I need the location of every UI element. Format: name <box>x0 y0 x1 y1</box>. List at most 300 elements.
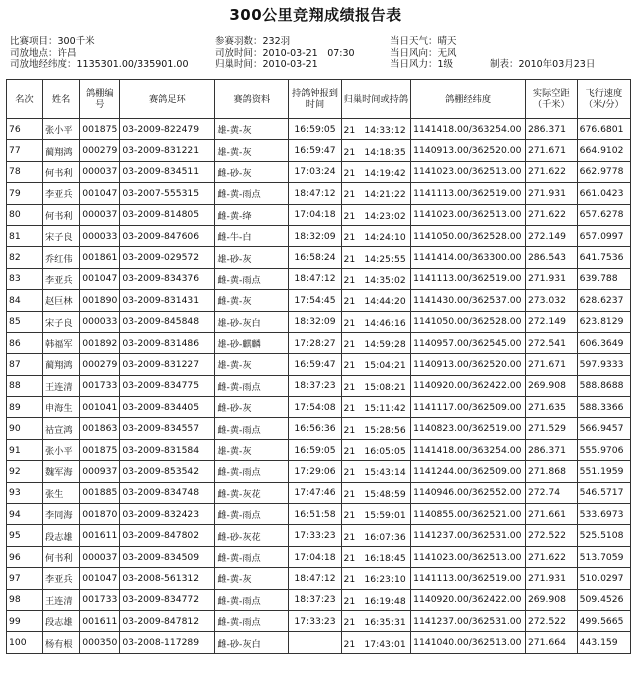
ring-cell: 03-2008-561312 <box>120 568 215 589</box>
speed-cell: 510.0297 <box>577 568 630 589</box>
name-cell: 李亚兵 <box>42 568 79 589</box>
name-cell: 赵巨林 <box>42 290 79 311</box>
speed-cell: 623.8129 <box>577 311 630 332</box>
table-row <box>7 225 631 246</box>
bird-info-cell: 雌-黄-雨点 <box>215 183 289 204</box>
loft-id-cell: 001041 <box>80 397 120 418</box>
loft-id-cell: 000937 <box>80 461 120 482</box>
clock-time-cell: 17:29:06 <box>289 461 341 482</box>
ring-cell: 03-2009-831486 <box>120 332 215 353</box>
clock-time-cell: 16:56:36 <box>289 418 341 439</box>
meta-column-2 <box>215 36 355 71</box>
coordinates-cell: 1141050.00/362528.00 <box>411 311 526 332</box>
rank-cell: 85 <box>7 311 43 332</box>
rank-cell: 93 <box>7 482 43 503</box>
ring-cell: 03-2009-847812 <box>120 610 215 631</box>
name-cell: 韩福军 <box>42 332 79 353</box>
clock-time-cell: 16:58:24 <box>289 247 341 268</box>
arrival-time-cell: 21 15:48:59 <box>341 482 411 503</box>
loft-id-cell: 000279 <box>80 354 120 375</box>
header-distance: 实际空距（千米） <box>525 80 577 119</box>
distance-cell: 271.622 <box>525 204 577 225</box>
ring-cell: 03-2009-831584 <box>120 439 215 460</box>
ring-cell: 03-2007-555315 <box>120 183 215 204</box>
loft-id-cell: 001047 <box>80 568 120 589</box>
name-cell: 李同海 <box>42 504 79 525</box>
loft-id-cell: 001861 <box>80 247 120 268</box>
release-location: 司放地点：许昌 <box>10 47 77 59</box>
header-loft-coordinates: 鸽棚经纬度 <box>411 80 526 119</box>
rank-cell: 96 <box>7 546 43 567</box>
speed-cell: 597.9333 <box>577 354 630 375</box>
name-cell: 杨有根 <box>42 632 79 653</box>
meta-column-1 <box>10 36 189 71</box>
rank-cell: 87 <box>7 354 43 375</box>
speed-cell: 657.6278 <box>577 204 630 225</box>
rank-cell: 82 <box>7 247 43 268</box>
arrival-time-cell: 21 14:33:12 <box>341 119 411 140</box>
clock-time-cell: 17:47:46 <box>289 482 341 503</box>
name-cell: 段志雄 <box>42 610 79 631</box>
clock-time-cell: 17:04:18 <box>289 204 341 225</box>
ring-cell: 03-2009-834557 <box>120 418 215 439</box>
ring-cell: 03-2009-822479 <box>120 119 215 140</box>
arrival-time-cell: 21 16:18:45 <box>341 546 411 567</box>
loft-id-cell: 000037 <box>80 546 120 567</box>
clock-time-cell: 17:03:24 <box>289 161 341 182</box>
ring-cell: 03-2008-117289 <box>120 632 215 653</box>
bird-info-cell: 雄-砂-灰白 <box>215 311 289 332</box>
rank-cell: 78 <box>7 161 43 182</box>
table-row <box>7 247 631 268</box>
rank-cell: 95 <box>7 525 43 546</box>
race-item: 比赛项目：300千米 <box>10 36 95 47</box>
bird-info-cell: 雄-黄-灰 <box>215 439 289 460</box>
table-row <box>7 418 631 439</box>
clock-time-cell: 18:47:12 <box>289 183 341 204</box>
distance-cell: 271.664 <box>525 632 577 653</box>
coordinates-cell: 1141023.00/362513.00 <box>411 546 526 567</box>
table-row <box>7 439 631 460</box>
distance-cell: 273.032 <box>525 290 577 311</box>
name-cell: 王连清 <box>42 589 79 610</box>
rank-cell: 92 <box>7 461 43 482</box>
wind-force: 当日风力：1级 <box>390 59 454 70</box>
speed-cell: 664.9102 <box>577 140 630 161</box>
bird-info-cell: 雌-黄-灰 <box>215 568 289 589</box>
bird-info-cell: 雌-黄-雨点 <box>215 418 289 439</box>
wind-direction: 当日风向：无风 <box>390 47 457 59</box>
distance-cell: 272.541 <box>525 332 577 353</box>
rank-cell: 79 <box>7 183 43 204</box>
distance-cell: 272.522 <box>525 610 577 631</box>
loft-id-cell: 000037 <box>80 161 120 182</box>
bird-info-cell: 雌-砂-灰 <box>215 397 289 418</box>
name-cell: 李亚兵 <box>42 268 79 289</box>
table-row <box>7 290 631 311</box>
ring-cell: 03-2009-834775 <box>120 375 215 396</box>
speed-cell: 525.5108 <box>577 525 630 546</box>
distance-cell: 271.529 <box>525 418 577 439</box>
ring-cell: 03-2009-845848 <box>120 311 215 332</box>
speed-cell: 641.7536 <box>577 247 630 268</box>
results-table <box>6 79 631 654</box>
ring-cell: 03-2009-834376 <box>120 268 215 289</box>
clock-time-cell: 18:47:12 <box>289 568 341 589</box>
release-coordinates: 司放地经纬度：1135301.00/335901.00 <box>10 59 189 70</box>
rank-cell: 84 <box>7 290 43 311</box>
distance-cell: 271.661 <box>525 504 577 525</box>
bird-info-cell: 雄-黄-灰 <box>215 140 289 161</box>
name-cell: 蔺翔鸿 <box>42 354 79 375</box>
table-row <box>7 204 631 225</box>
coordinates-cell: 1141023.00/362513.00 <box>411 204 526 225</box>
clock-time-cell: 17:28:27 <box>289 332 341 353</box>
table-row <box>7 161 631 182</box>
speed-cell: 606.3649 <box>577 332 630 353</box>
loft-id-cell: 001890 <box>80 290 120 311</box>
arrival-time-cell: 21 15:08:21 <box>341 375 411 396</box>
speed-cell: 588.8688 <box>577 375 630 396</box>
coordinates-cell: 1141113.00/362519.00 <box>411 268 526 289</box>
distance-cell: 286.543 <box>525 247 577 268</box>
coordinates-cell: 1140920.00/362422.00 <box>411 589 526 610</box>
ring-cell: 03-2009-831431 <box>120 290 215 311</box>
speed-cell: 661.0423 <box>577 183 630 204</box>
coordinates-cell: 1141113.00/362519.00 <box>411 568 526 589</box>
table-row <box>7 375 631 396</box>
clock-time-cell: 18:47:12 <box>289 268 341 289</box>
clock-time-cell <box>289 632 341 653</box>
loft-id-cell: 001885 <box>80 482 120 503</box>
loft-id-cell: 001611 <box>80 610 120 631</box>
table-row <box>7 589 631 610</box>
ring-cell: 03-2009-832423 <box>120 504 215 525</box>
coordinates-cell: 1140957.00/362545.00 <box>411 332 526 353</box>
rank-cell: 76 <box>7 119 43 140</box>
speed-cell: 443.159 <box>577 632 630 653</box>
rank-cell: 94 <box>7 504 43 525</box>
arrival-time-cell: 21 14:21:22 <box>341 183 411 204</box>
loft-id-cell: 001611 <box>80 525 120 546</box>
clock-time-cell: 17:54:45 <box>289 290 341 311</box>
table-row <box>7 183 631 204</box>
bird-info-cell: 雌-黄-雨点 <box>215 589 289 610</box>
ring-cell: 03-2009-834511 <box>120 161 215 182</box>
table-row <box>7 140 631 161</box>
release-time: 司放时间：2010-03-21 07:30 <box>215 47 355 59</box>
clock-time-cell: 18:37:23 <box>289 375 341 396</box>
table-row <box>7 332 631 353</box>
header-rank: 名次 <box>7 80 43 119</box>
ring-cell: 03-2009-834772 <box>120 589 215 610</box>
coordinates-cell: 1141040.00/362513.00 <box>411 632 526 653</box>
table-row <box>7 546 631 567</box>
bird-info-cell: 雌-黄-雨点 <box>215 504 289 525</box>
speed-cell: 513.7059 <box>577 546 630 567</box>
speed-cell: 555.9706 <box>577 439 630 460</box>
rank-cell: 80 <box>7 204 43 225</box>
name-cell: 宋子良 <box>42 311 79 332</box>
ring-cell: 03-2009-834509 <box>120 546 215 567</box>
bird-info-cell: 雄-砂-灰 <box>215 247 289 268</box>
loft-id-cell: 001875 <box>80 119 120 140</box>
coordinates-cell: 1141430.00/362537.00 <box>411 290 526 311</box>
arrival-time-cell: 21 14:19:42 <box>341 161 411 182</box>
ring-cell: 03-2009-853542 <box>120 461 215 482</box>
weather: 当日天气：晴天 <box>390 36 457 47</box>
meta-column-3 <box>390 36 457 71</box>
clock-time-cell: 16:51:58 <box>289 504 341 525</box>
table-row <box>7 632 631 653</box>
report-title: 300公里竞翔成绩报告表 <box>229 6 402 24</box>
name-cell: 李亚兵 <box>42 183 79 204</box>
coordinates-cell: 1140920.00/362422.00 <box>411 375 526 396</box>
coordinates-cell: 1140913.00/362520.00 <box>411 140 526 161</box>
distance-cell: 271.931 <box>525 268 577 289</box>
coordinates-cell: 1141023.00/362513.00 <box>411 161 526 182</box>
coordinates-cell: 1140913.00/362520.00 <box>411 354 526 375</box>
distance-cell: 271.635 <box>525 397 577 418</box>
rank-cell: 97 <box>7 568 43 589</box>
table-row <box>7 461 631 482</box>
clock-time-cell: 16:59:05 <box>289 439 341 460</box>
rank-cell: 100 <box>7 632 43 653</box>
speed-cell: 533.6973 <box>577 504 630 525</box>
arrival-time-cell: 21 14:44:20 <box>341 290 411 311</box>
name-cell: 何书利 <box>42 161 79 182</box>
ring-cell: 03-2009-847802 <box>120 525 215 546</box>
bird-info-cell: 雌-牛-白 <box>215 225 289 246</box>
rank-cell: 91 <box>7 439 43 460</box>
rank-cell: 83 <box>7 268 43 289</box>
header-speed: 飞行速度（米/分） <box>577 80 630 119</box>
bird-info-cell: 雄-黄-灰 <box>215 354 289 375</box>
distance-cell: 286.371 <box>525 119 577 140</box>
name-cell: 祜宣鸿 <box>42 418 79 439</box>
distance-cell: 272.74 <box>525 482 577 503</box>
coordinates-cell: 1140855.00/362521.00 <box>411 504 526 525</box>
distance-cell: 272.522 <box>525 525 577 546</box>
table-row <box>7 311 631 332</box>
name-cell: 蔺翔鸿 <box>42 140 79 161</box>
entry-count: 参赛羽数：232羽 <box>215 36 291 47</box>
bird-info-cell: 雌-黄-绛 <box>215 204 289 225</box>
arrival-time-cell: 21 14:35:02 <box>341 268 411 289</box>
table-row <box>7 397 631 418</box>
table-row <box>7 268 631 289</box>
loft-id-cell: 000279 <box>80 140 120 161</box>
speed-cell: 676.6801 <box>577 119 630 140</box>
rank-cell: 90 <box>7 418 43 439</box>
clock-time-cell: 16:59:47 <box>289 354 341 375</box>
clock-time-cell: 16:59:05 <box>289 119 341 140</box>
bird-info-cell: 雌-黄-灰花 <box>215 482 289 503</box>
bird-info-cell: 雌-砂-灰 <box>215 161 289 182</box>
speed-cell: 639.788 <box>577 268 630 289</box>
clock-time-cell: 18:37:23 <box>289 589 341 610</box>
loft-id-cell: 001047 <box>80 183 120 204</box>
clock-time-cell: 18:32:09 <box>289 225 341 246</box>
prepared-date: 制表：2010年03月23日 <box>490 59 596 70</box>
speed-cell: 509.4526 <box>577 589 630 610</box>
distance-cell: 271.671 <box>525 140 577 161</box>
distance-cell: 269.908 <box>525 589 577 610</box>
clock-time-cell: 17:33:23 <box>289 610 341 631</box>
table-row <box>7 525 631 546</box>
arrival-time-cell: 21 16:19:48 <box>341 589 411 610</box>
coordinates-cell: 1140946.00/362552.00 <box>411 482 526 503</box>
arrival-time-cell: 21 14:25:55 <box>341 247 411 268</box>
distance-cell: 271.622 <box>525 546 577 567</box>
loft-id-cell: 001733 <box>80 589 120 610</box>
clock-time-cell: 18:32:09 <box>289 311 341 332</box>
arrival-time-cell: 21 15:04:21 <box>341 354 411 375</box>
distance-cell: 271.931 <box>525 568 577 589</box>
table-row <box>7 610 631 631</box>
arrival-time-cell: 21 15:28:56 <box>341 418 411 439</box>
bird-info-cell: 雄-砂-麒麟 <box>215 332 289 353</box>
table-row <box>7 504 631 525</box>
clock-time-cell: 17:54:08 <box>289 397 341 418</box>
loft-id-cell: 001047 <box>80 268 120 289</box>
name-cell: 申海生 <box>42 397 79 418</box>
header-bird-info: 赛鸽资料 <box>215 80 289 119</box>
clock-time-cell: 17:04:18 <box>289 546 341 567</box>
speed-cell: 657.0997 <box>577 225 630 246</box>
arrival-time-cell: 21 14:59:28 <box>341 332 411 353</box>
distance-cell: 272.149 <box>525 225 577 246</box>
speed-cell: 628.6237 <box>577 290 630 311</box>
name-cell: 张小平 <box>42 119 79 140</box>
speed-cell: 546.5717 <box>577 482 630 503</box>
distance-cell: 271.622 <box>525 161 577 182</box>
speed-cell: 566.9457 <box>577 418 630 439</box>
coordinates-cell: 1141237.00/362531.00 <box>411 525 526 546</box>
name-cell: 段志雄 <box>42 525 79 546</box>
coordinates-cell: 1141050.00/362528.00 <box>411 225 526 246</box>
arrival-time-cell: 21 16:07:36 <box>341 525 411 546</box>
ring-cell: 03-2009-831221 <box>120 140 215 161</box>
ring-cell: 03-2009-834405 <box>120 397 215 418</box>
speed-cell: 588.3366 <box>577 397 630 418</box>
distance-cell: 271.868 <box>525 461 577 482</box>
arrival-time-cell: 21 16:23:10 <box>341 568 411 589</box>
arrival-time-cell: 21 17:43:01 <box>341 632 411 653</box>
name-cell: 何书利 <box>42 546 79 567</box>
clock-time-cell: 16:59:47 <box>289 140 341 161</box>
coordinates-cell: 1141244.00/362509.00 <box>411 461 526 482</box>
arrival-time-cell: 21 16:35:31 <box>341 610 411 631</box>
table-row <box>7 119 631 140</box>
arrival-time-cell: 21 15:11:42 <box>341 397 411 418</box>
loft-id-cell: 000350 <box>80 632 120 653</box>
rank-cell: 86 <box>7 332 43 353</box>
name-cell: 何书利 <box>42 204 79 225</box>
header-name: 姓名 <box>42 80 79 119</box>
loft-id-cell: 000033 <box>80 311 120 332</box>
header-arrival-time: 归巢时间或持鸽 <box>341 80 411 119</box>
bird-info-cell: 雌-砂-灰花 <box>215 525 289 546</box>
loft-id-cell: 000033 <box>80 225 120 246</box>
rank-cell: 81 <box>7 225 43 246</box>
name-cell: 张生 <box>42 482 79 503</box>
name-cell: 魏军海 <box>42 461 79 482</box>
loft-id-cell: 001870 <box>80 504 120 525</box>
table-header-row <box>7 80 631 119</box>
coordinates-cell: 1141237.00/362531.00 <box>411 610 526 631</box>
coordinates-cell: 1141117.00/362509.00 <box>411 397 526 418</box>
ring-cell: 03-2009-831227 <box>120 354 215 375</box>
ring-cell: 03-2009-834748 <box>120 482 215 503</box>
return-time: 归巢时间：2010-03-21 <box>215 59 318 70</box>
arrival-time-cell: 21 14:46:16 <box>341 311 411 332</box>
rank-cell: 89 <box>7 397 43 418</box>
bird-info-cell: 雄-黄-灰 <box>215 119 289 140</box>
loft-id-cell: 001892 <box>80 332 120 353</box>
name-cell: 张小平 <box>42 439 79 460</box>
speed-cell: 551.1959 <box>577 461 630 482</box>
loft-id-cell: 001863 <box>80 418 120 439</box>
distance-cell: 286.371 <box>525 439 577 460</box>
coordinates-cell: 1140823.00/362519.00 <box>411 418 526 439</box>
bird-info-cell: 雌-黄-雨点 <box>215 546 289 567</box>
rank-cell: 98 <box>7 589 43 610</box>
name-cell: 乔红伟 <box>42 247 79 268</box>
coordinates-cell: 1141414.00/363300.00 <box>411 247 526 268</box>
speed-cell: 662.9778 <box>577 161 630 182</box>
clock-time-cell: 17:33:23 <box>289 525 341 546</box>
distance-cell: 272.149 <box>525 311 577 332</box>
arrival-time-cell: 21 14:24:10 <box>341 225 411 246</box>
name-cell: 王连清 <box>42 375 79 396</box>
coordinates-cell: 1141418.00/363254.00 <box>411 119 526 140</box>
rank-cell: 99 <box>7 610 43 631</box>
arrival-time-cell: 21 14:18:35 <box>341 140 411 161</box>
bird-info-cell: 雌-黄-灰 <box>215 290 289 311</box>
header-ring: 赛鸽足环 <box>120 80 215 119</box>
header-loft-id: 鸽棚编号 <box>80 80 120 119</box>
table-row <box>7 354 631 375</box>
bird-info-cell: 雌-黄-雨点 <box>215 610 289 631</box>
header-clock-time: 持鸽钟报到时间 <box>289 80 341 119</box>
bird-info-cell: 雌-黄-雨点 <box>215 375 289 396</box>
bird-info-cell: 雌-黄-雨点 <box>215 461 289 482</box>
name-cell: 宋子良 <box>42 225 79 246</box>
bird-info-cell: 雌-砂-灰白 <box>215 632 289 653</box>
table-row <box>7 568 631 589</box>
rank-cell: 77 <box>7 140 43 161</box>
arrival-time-cell: 21 14:23:02 <box>341 204 411 225</box>
loft-id-cell: 001875 <box>80 439 120 460</box>
loft-id-cell: 000037 <box>80 204 120 225</box>
speed-cell: 499.5665 <box>577 610 630 631</box>
distance-cell: 271.931 <box>525 183 577 204</box>
arrival-time-cell: 21 16:05:05 <box>341 439 411 460</box>
arrival-time-cell: 21 15:43:14 <box>341 461 411 482</box>
distance-cell: 269.908 <box>525 375 577 396</box>
coordinates-cell: 1141113.00/362519.00 <box>411 183 526 204</box>
loft-id-cell: 001733 <box>80 375 120 396</box>
table-row <box>7 482 631 503</box>
ring-cell: 03-2009-814805 <box>120 204 215 225</box>
bird-info-cell: 雌-黄-雨点 <box>215 268 289 289</box>
ring-cell: 03-2009-847606 <box>120 225 215 246</box>
rank-cell: 88 <box>7 375 43 396</box>
distance-cell: 271.671 <box>525 354 577 375</box>
ring-cell: 03-2009-029572 <box>120 247 215 268</box>
arrival-time-cell: 21 15:59:01 <box>341 504 411 525</box>
